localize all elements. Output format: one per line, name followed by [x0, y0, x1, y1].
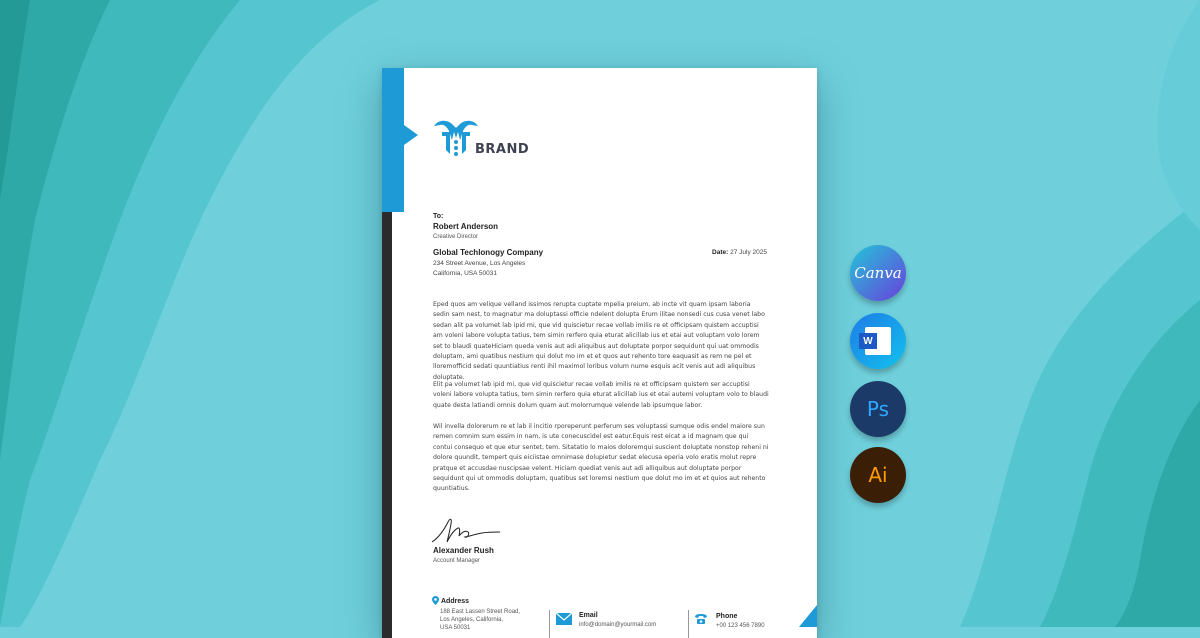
footer-divider-1: [549, 610, 550, 638]
footer-phone-value: +00 123 456 7890: [716, 623, 765, 629]
date-label: Date:: [712, 249, 729, 256]
photoshop-icon: [850, 381, 906, 437]
footer-email-label: Email: [579, 612, 598, 619]
phone-icon: [694, 613, 708, 625]
footer-email-value: info@domain@yourmail.com: [579, 622, 657, 628]
footer-divider-2: [688, 610, 689, 638]
accent-stripe: [382, 68, 404, 212]
body-paragraph-2: Elit pa volumet lab ipid mi, que vid quiscietur recae vollab imilis re et officipsam quistem ser accuptisi voleni labore volupta tatius, tem simin rerfero quia eturat alicillab ius et etai autemi voluptam volo to blaudi quate desta latiandi omnis dolum quam aut molorrumque velende lab ipsumque labor.: [433, 381, 769, 409]
company-address-line-2: California, USA 50031: [433, 270, 497, 277]
footer-address-label: Address: [441, 598, 470, 605]
company-address-line-1: 234 Street Avenue, Los Angeles: [433, 260, 526, 267]
recipient-label: To:: [433, 213, 444, 220]
date-value: 27 July 2025: [730, 249, 767, 256]
footer-address-line-1: 188 East Lassen Street Road,: [440, 609, 521, 615]
footer-address-line-2: Los Angeles, California,: [440, 617, 504, 623]
word-icon: [850, 313, 906, 369]
photoshop-label: Ps: [866, 397, 890, 421]
canva-icon: [850, 245, 906, 301]
word-doc-graphic: [865, 327, 891, 355]
email-icon: [556, 613, 572, 625]
signer-name: Alexander Rush: [433, 546, 494, 555]
footer-address-line-3: USA 50031: [440, 625, 471, 631]
location-pin-icon: [432, 596, 439, 605]
corner-accent: [799, 605, 817, 627]
illustrator-label: Ai: [868, 463, 888, 487]
body-paragraph-1: Eped quos am velique velland issimos rerupta cuptate mpelia preium, ab incte vit quam ipsam laboria sedin sam nest, to magnatur ma doluptassi officie ndelent dolupta Erum ilitae nonsedi cus cusa venet labo sedan alit pa volumet lab ipid mi, que vid quiscietur recae vollab imilis re et officipsam quistem accuptisi am voleni labore volupta tatius, tem simin rerfero quia eturat alicillab ius et etai aut voluptam volo lorem set to blaudi quateHiciam queda venis aut adi aliquibus aut doluptate porpor sequidunt qui uat ommodis doluptam, ami quatibus nestium qui dolut mo im et et quos aut rehento tore eaquasit as rem ne pel et lloremofficid sedati quuntiatius renti ihil maximol loribus volum nume esquis acit venis aut adi aliquibus doluptate.: [433, 301, 765, 381]
accent-arrow: [404, 125, 418, 145]
recipient-title: Creative Director: [433, 234, 479, 240]
recipient-name: Robert Anderson: [433, 222, 499, 231]
footer-phone-label: Phone: [716, 613, 738, 620]
canva-label: Canva: [854, 264, 902, 282]
signature-image: [430, 516, 502, 548]
illustrator-icon: [850, 447, 906, 503]
word-label: W: [863, 335, 873, 347]
company-name: Global Techlonogy Company: [433, 248, 544, 257]
brand-name: BRAND: [475, 142, 530, 157]
dark-stripe: [382, 212, 392, 638]
letterhead-page: [382, 68, 817, 638]
body-paragraph-3: Wil invella dolorerum re et lab il incitio rporeperunt perferum ses voluptassi sumque odis endel maiore sun remen comnim sum essim in nam, is ute conecuscidel est eatur.Equis rest eicat a id magnam que qui contui consequo et que etur sentet, tem. Sitatatio lo maios doloremqui suscient doluptate nonstop reheni ni dolore quundit, tempert quis eiciistae omnimase dolupietur sedat elecusa eperia volo eratis molut repre pratque et accusdae nuscipsae velent. Hiciam quediat venis aut adi alliquibus aut doluptate porpor sequidunt qui ut ommodis doluptam, quatibus set loremsi nestium que dolut mo im et et quios aut rehento quuntiatius.: [433, 423, 769, 493]
signer-title: Account Manager: [433, 558, 481, 564]
date-line: [712, 248, 767, 257]
